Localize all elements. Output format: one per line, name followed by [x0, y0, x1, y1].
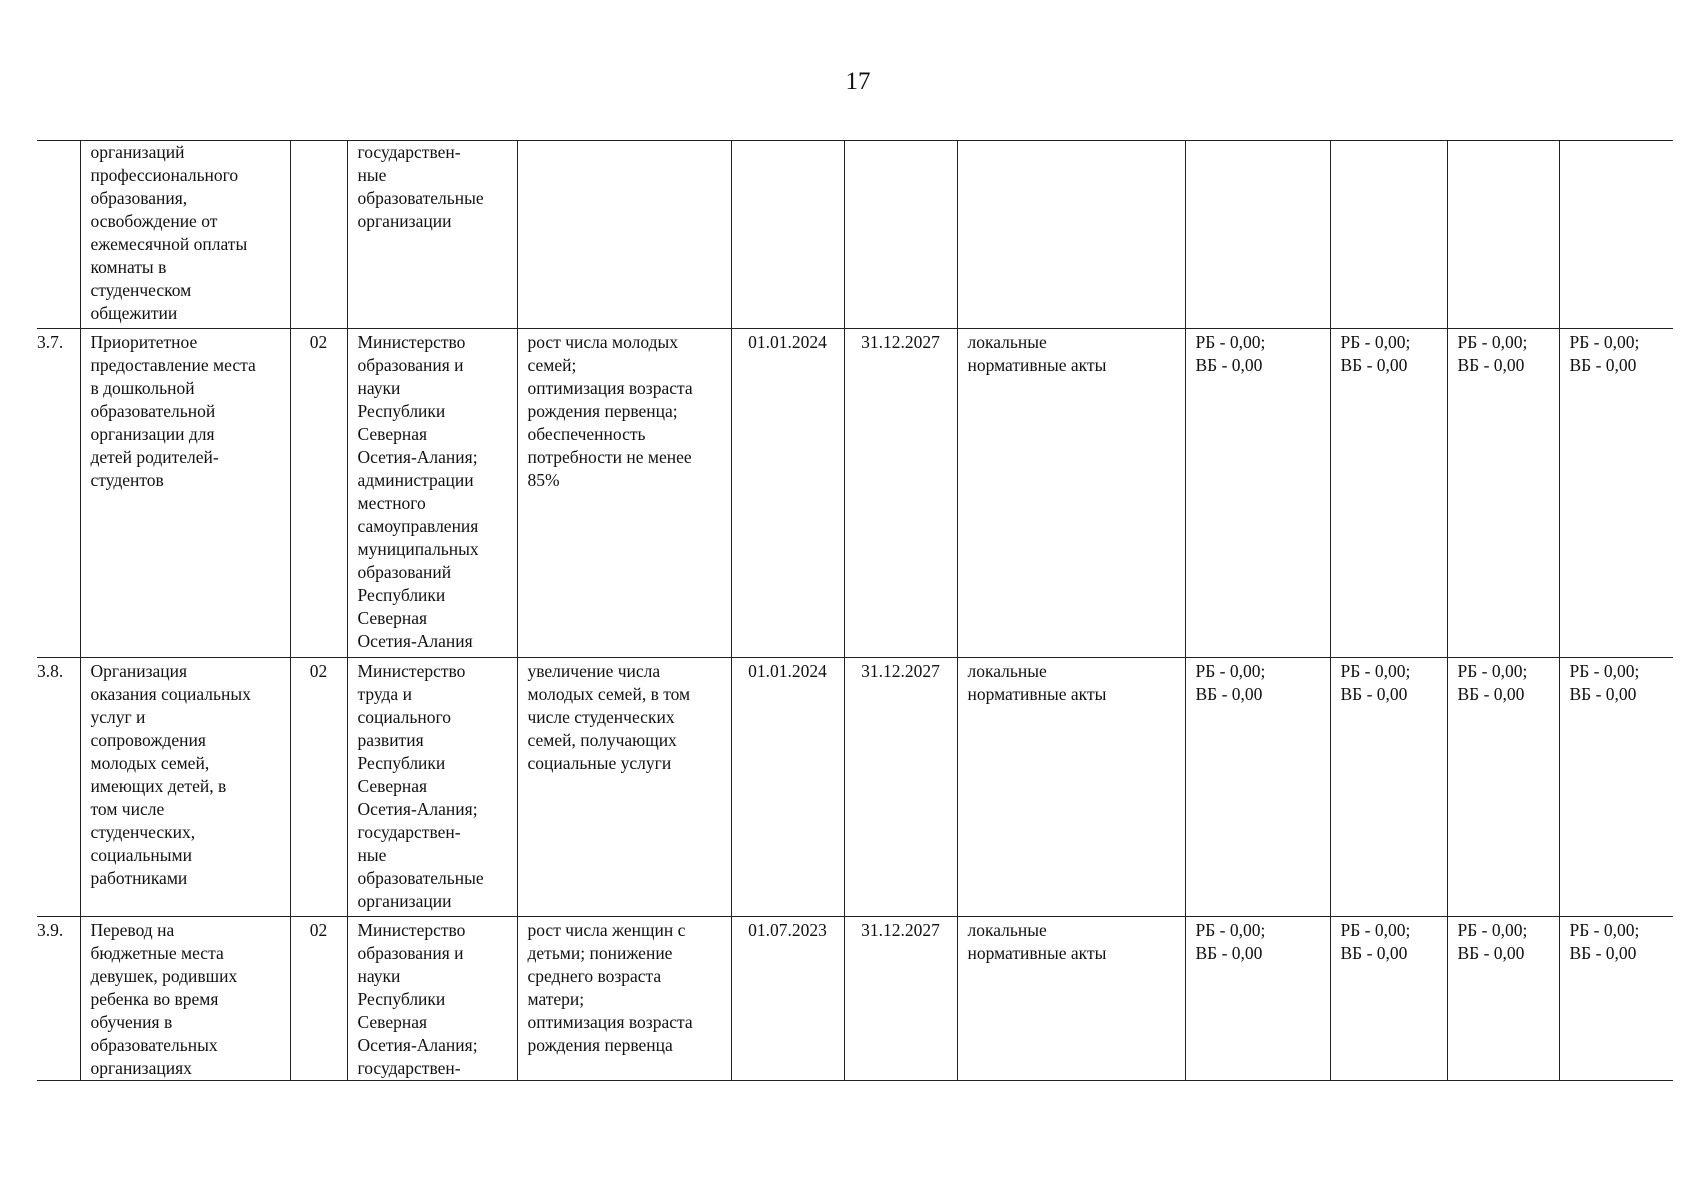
financing-cell-2: РБ - 0,00; ВБ - 0,00	[1330, 329, 1447, 658]
activity-cell: организаций профессионального образования, освобождение от ежемесячной оплаты комнаты в студенческом общежитии	[80, 141, 290, 329]
activity-cell: Приоритетное предоставление места в дошкольной образовательной организации для детей родителей- студентов	[80, 329, 290, 658]
financing-cell-3: РБ - 0,00; ВБ - 0,00	[1447, 658, 1559, 917]
code-cell	[290, 141, 347, 329]
form-cell	[957, 141, 1185, 329]
financing-cell-1: РБ - 0,00; ВБ - 0,00	[1185, 658, 1330, 917]
code-cell: 02	[290, 658, 347, 917]
activity-cell: Перевод на бюджетные места девушек, родивших ребенка во время обучения в образовательных организациях	[80, 917, 290, 1081]
page-number: 17	[845, 68, 871, 95]
financing-cell-4: РБ - 0,00; ВБ - 0,00	[1559, 329, 1673, 658]
end-date-cell: 31.12.2027	[844, 658, 957, 917]
row-number: 3.8.	[37, 658, 80, 917]
form-cell: локальные нормативные акты	[957, 658, 1185, 917]
start-date-cell: 01.01.2024	[731, 658, 844, 917]
result-cell: увеличение числа молодых семей, в том числе студенческих семей, получающих социальные услуги	[517, 658, 731, 917]
end-date-cell: 31.12.2027	[844, 329, 957, 658]
row-number	[37, 141, 80, 329]
end-date-cell	[844, 141, 957, 329]
table-row	[37, 658, 1673, 917]
table-row	[37, 141, 1673, 329]
measures-table	[37, 140, 1673, 1081]
start-date-cell: 01.07.2023	[731, 917, 844, 1081]
financing-cell-4	[1559, 141, 1673, 329]
row-number: 3.9.	[37, 917, 80, 1081]
table-row	[37, 917, 1673, 1081]
financing-cell-3: РБ - 0,00; ВБ - 0,00	[1447, 917, 1559, 1081]
financing-cell-4: РБ - 0,00; ВБ - 0,00	[1559, 658, 1673, 917]
form-cell: локальные нормативные акты	[957, 917, 1185, 1081]
executor-cell: государствен- ные образовательные организации	[347, 141, 517, 329]
start-date-cell: 01.01.2024	[731, 329, 844, 658]
financing-cell-1: РБ - 0,00; ВБ - 0,00	[1185, 329, 1330, 658]
financing-cell-2	[1330, 141, 1447, 329]
code-cell: 02	[290, 329, 347, 658]
executor-cell: Министерство труда и социального развития Республики Северная Осетия-Алания; государствен- ные образовательные организации	[347, 658, 517, 917]
financing-cell-3	[1447, 141, 1559, 329]
executor-cell: Министерство образования и науки Республики Северная Осетия-Алания; государствен-	[347, 917, 517, 1081]
financing-cell-2: РБ - 0,00; ВБ - 0,00	[1330, 917, 1447, 1081]
financing-cell-4: РБ - 0,00; ВБ - 0,00	[1559, 917, 1673, 1081]
row-number: 3.7.	[37, 329, 80, 658]
start-date-cell	[731, 141, 844, 329]
financing-cell-1	[1185, 141, 1330, 329]
financing-cell-1: РБ - 0,00; ВБ - 0,00	[1185, 917, 1330, 1081]
result-cell: рост числа молодых семей; оптимизация возраста рождения первенца; обеспеченность потребности не менее 85%	[517, 329, 731, 658]
financing-cell-2: РБ - 0,00; ВБ - 0,00	[1330, 658, 1447, 917]
executor-cell: Министерство образования и науки Республики Северная Осетия-Алания; администрации местного самоуправления муниципальных образований Республики Северная Осетия-Алания	[347, 329, 517, 658]
result-cell	[517, 141, 731, 329]
code-cell: 02	[290, 917, 347, 1081]
end-date-cell: 31.12.2027	[844, 917, 957, 1081]
result-cell: рост числа женщин с детьми; понижение среднего возраста матери; оптимизация возраста рождения первенца	[517, 917, 731, 1081]
activity-cell: Организация оказания социальных услуг и сопровождения молодых семей, имеющих детей, в том числе студенческих, социальными работниками	[80, 658, 290, 917]
form-cell: локальные нормативные акты	[957, 329, 1185, 658]
financing-cell-3: РБ - 0,00; ВБ - 0,00	[1447, 329, 1559, 658]
table-row	[37, 329, 1673, 658]
